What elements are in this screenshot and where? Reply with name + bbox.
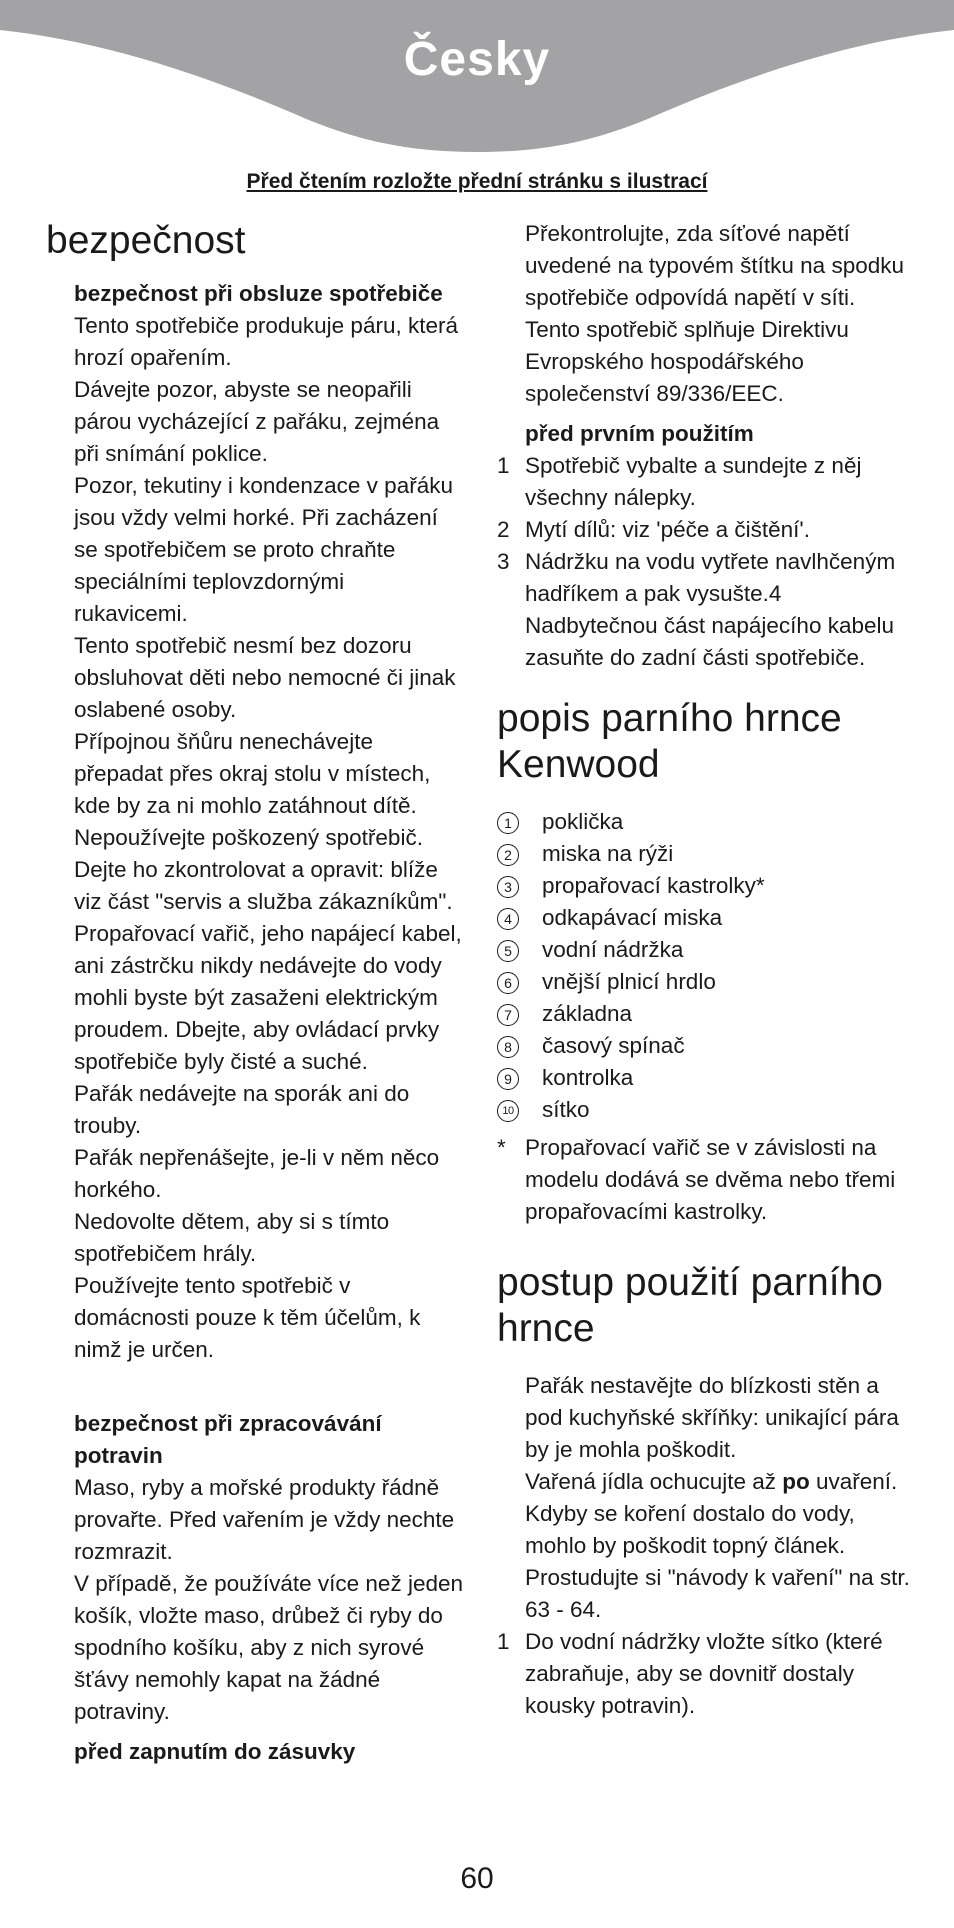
list-item: [497, 450, 917, 514]
right-column: [497, 218, 917, 1722]
part-number-circle: 2: [497, 844, 519, 866]
step-number: 3: [497, 549, 510, 574]
list-item: [497, 1062, 917, 1094]
seasoning-paragraph: [525, 1466, 917, 1562]
seasoning-bold: po: [782, 1469, 810, 1494]
part-label: propařovací kastrolky*: [542, 873, 765, 898]
first-use-title: před prvním použitím: [525, 421, 754, 446]
usage-steps: [497, 1626, 917, 1722]
safety-paragraph: Nepoužívejte poškozený spotřebič. Dejte ho zkontrolovat a opravit: blíže viz část "servis a služba zákazníkům".: [74, 825, 453, 914]
part-number-circle: 4: [497, 908, 519, 930]
step-text: Do vodní nádržky vložte sítko (které zabraňuje, aby se dovnitř dostaly kousky potravin).: [525, 1629, 883, 1718]
food-safety-paragraph: Maso, ryby a mořské produkty řádně provařte. Před vařením je vždy nechte rozmrazit.: [74, 1475, 455, 1564]
step-text: Nádržku na vodu vytřete navlhčeným hadříkem a pak vysušte.4 Nadbytečnou část napájecího kabelu zasuňte do zadní části spotřebiče.: [525, 549, 896, 670]
part-number-circle: 10: [497, 1100, 519, 1122]
list-item: [497, 546, 917, 674]
part-number-circle: 5: [497, 940, 519, 962]
list-item: [497, 1626, 917, 1722]
first-use-steps: [497, 450, 917, 674]
safety-paragraph: Nedovolte dětem, aby si s tímto spotřebičem hrály.: [74, 1209, 390, 1266]
seasoning-text-end: uvaření. Kdyby se koření dostalo do vody, mohlo by poškodit topný článek.: [525, 1469, 898, 1558]
step-text: Spotřebič vybalte a sundejte z něj všechny nálepky.: [525, 453, 862, 510]
safety-paragraph: Pařák nepřenášejte, je-li v něm něco horkého.: [74, 1145, 440, 1202]
part-label: vodní nádržka: [542, 937, 684, 962]
list-item: [497, 1030, 917, 1062]
safety-paragraph: Tento spotřebiče produkuje páru, která hrozí opařením.: [74, 313, 458, 370]
part-label: kontrolka: [542, 1065, 634, 1090]
food-safety-paragraph: V případě, že používáte více než jeden košík, vložte maso, drůbež či ryby do spodního košíku, aby z nich syrové šťávy nemohly kapat na žádné potraviny.: [74, 1571, 464, 1724]
part-label: poklička: [542, 809, 624, 834]
list-item: [497, 838, 917, 870]
part-number-circle: 1: [497, 812, 519, 834]
page-number: 60: [460, 1862, 494, 1895]
parts-list: [497, 806, 917, 1126]
part-number-circle: 8: [497, 1036, 519, 1058]
part-label: odkapávací miska: [542, 905, 723, 930]
part-label: časový spínač: [542, 1033, 685, 1058]
part-number-circle: 9: [497, 1068, 519, 1090]
safety-paragraph: Tento spotřebič nesmí bez dozoru obsluhovat děti nebo nemocné či jinak oslabené osoby.: [74, 633, 456, 722]
list-item: [497, 870, 917, 902]
list-item: [497, 1094, 917, 1126]
header-title: Česky: [403, 33, 551, 86]
part-label: základna: [542, 1001, 633, 1026]
safety-paragraph: Dávejte pozor, abyste se neopařili párou vycházející z pařáku, zejména při snímání poklice.: [74, 377, 440, 466]
part-label: sítko: [542, 1097, 590, 1122]
food-safety-title: bezpečnost při zpracovávání potravin: [74, 1411, 382, 1468]
voltage-paragraph: Překontrolujte, zda síťové napětí uvedené na typovém štítku na spodku spotřebiče odpovídá napětí v síti.: [525, 221, 904, 310]
part-number-circle: 3: [497, 876, 519, 898]
step-text: Mytí dílů: viz 'péče a čištění'.: [525, 517, 810, 542]
safety-heading: bezpečnost: [46, 219, 246, 262]
step-number: 1: [497, 1629, 510, 1654]
header-banner: [0, 0, 954, 160]
safety-paragraph: Pařák nedávejte na sporák ani do trouby.: [74, 1081, 410, 1138]
placement-paragraph: Pařák nestavějte do blízkosti stěn a pod kuchyňské skříňky: unikající pára by je mohla poškodit.: [525, 1373, 899, 1462]
step-number: 2: [497, 517, 510, 542]
usage-heading: postup použití parního hrnce: [497, 1261, 883, 1350]
list-item: [497, 902, 917, 934]
list-item: [497, 998, 917, 1030]
footnote-asterisk: *: [497, 1135, 506, 1160]
safety-paragraph: Propařovací vařič, jeho napájecí kabel, ani zástrčku nikdy nedávejte do vody mohli byste být zasaženi elektrickým proudem. Dbejte, aby ovládací prvky spotřebiče byly čisté a suché.: [74, 921, 462, 1074]
part-label: miska na rýži: [542, 841, 674, 866]
safety-operation-title: bezpečnost při obsluze spotřebiče: [74, 281, 443, 306]
footnote-text: Propařovací vařič se v závislosti na modelu dodává se dvěma nebo třemi propařovacími kastrolky.: [525, 1135, 896, 1224]
part-label: vnější plnicí hrdlo: [542, 969, 716, 994]
list-item: [497, 966, 917, 998]
safety-paragraph: Pozor, tekutiny i kondenzace v pařáku jsou vždy velmi horké. Při zacházení se spotřebičem se proto chraňte speciálními teplovzdornými rukavicemi.: [74, 473, 453, 626]
instruction-subtitle: Před čtením rozložte přední stránku s ilustrací: [246, 170, 708, 193]
parts-footnote: [497, 1132, 917, 1228]
part-number-circle: 6: [497, 972, 519, 994]
safety-paragraph: Přípojnou šňůru nenechávejte přepadat přes okraj stolu v místech, kde by za ni mohlo zatáhnout dítě.: [74, 729, 431, 818]
step-number: 1: [497, 453, 510, 478]
seasoning-text: Vařená jídla ochucujte až: [525, 1469, 783, 1494]
list-item: [497, 934, 917, 966]
list-item: [497, 514, 917, 546]
safety-paragraph: Používejte tento spotřebič v domácnosti pouze k těm účelům, k nimž je určen.: [74, 1273, 421, 1362]
before-plugging-title: před zapnutím do zásuvky: [74, 1739, 356, 1764]
cooking-guide-paragraph: Prostudujte si "návody k vaření" na str. 63 - 64.: [525, 1565, 910, 1622]
part-number-circle: 7: [497, 1004, 519, 1026]
directive-paragraph: Tento spotřebič splňuje Direktivu Evropského hospodářského společenství 89/336/EEC.: [525, 317, 849, 406]
left-column: [46, 218, 464, 1768]
list-item: [497, 806, 917, 838]
description-heading: popis parního hrnce Kenwood: [497, 697, 842, 786]
